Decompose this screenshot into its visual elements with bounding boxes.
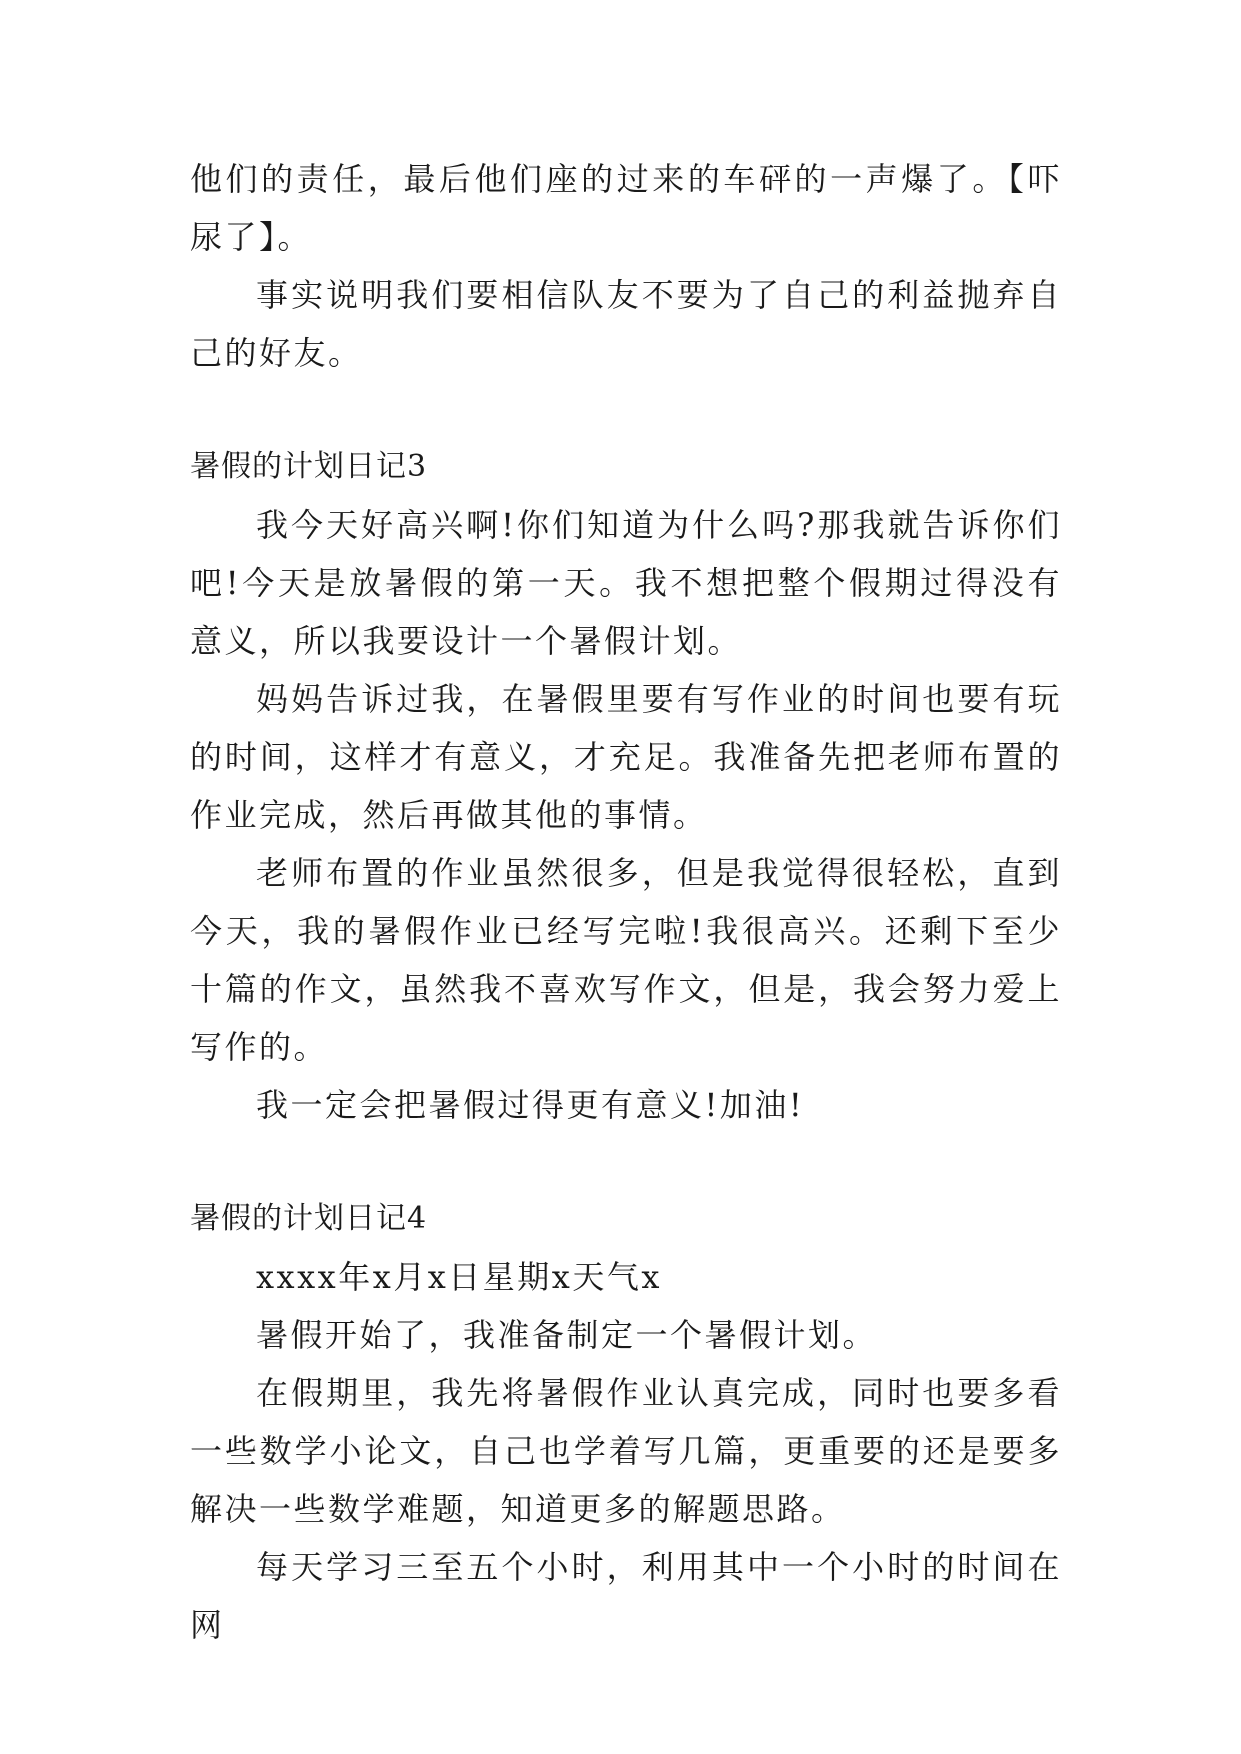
section3-paragraph-1: 我今天好高兴啊!你们知道为什么吗?那我就告诉你们吧!今天是放暑假的第一天。我不想把整个假期过得没有意义，所以我要设计一个暑假计划。 bbox=[190, 506, 1062, 660]
section3-paragraph-4: 我一定会把暑假过得更有意义!加油! bbox=[256, 1086, 805, 1124]
section-heading-4: 暑假的计划日记4 bbox=[190, 1201, 428, 1236]
section-heading-3: 暑假的计划日记3 bbox=[190, 449, 428, 484]
document-body bbox=[190, 150, 1062, 1654]
paragraph-continued: 他们的责任，最后他们座的过来的车砰的一声爆了。【吓尿了】。 bbox=[190, 160, 1062, 256]
section4-paragraph-2: 在假期里，我先将暑假作业认真完成，同时也要多看一些数学小论文，自己也学着写几篇，更重要的还是要多解决一些数学难题，知道更多的解题思路。 bbox=[190, 1374, 1062, 1528]
section3-paragraph-3: 老师布置的作业虽然很多，但是我觉得很轻松，直到今天，我的暑假作业已经写完啦!我很高兴。还剩下至少十篇的作文，虽然我不喜欢写作文，但是，我会努力爱上写作的。 bbox=[190, 854, 1062, 1066]
section4-date-line: xxxx年x月x日星期x天气x bbox=[256, 1258, 662, 1296]
paragraph-conclusion: 事实说明我们要相信队友不要为了自己的利益抛弃自己的好友。 bbox=[190, 276, 1062, 372]
section4-paragraph-3: 每天学习三至五个小时，利用其中一个小时的时间在网 bbox=[190, 1548, 1062, 1644]
section4-paragraph-1: 暑假开始了，我准备制定一个暑假计划。 bbox=[256, 1316, 878, 1354]
section3-paragraph-2: 妈妈告诉过我，在暑假里要有写作业的时间也要有玩的时间，这样才有意义，才充足。我准备先把老师布置的作业完成，然后再做其他的事情。 bbox=[190, 680, 1062, 834]
